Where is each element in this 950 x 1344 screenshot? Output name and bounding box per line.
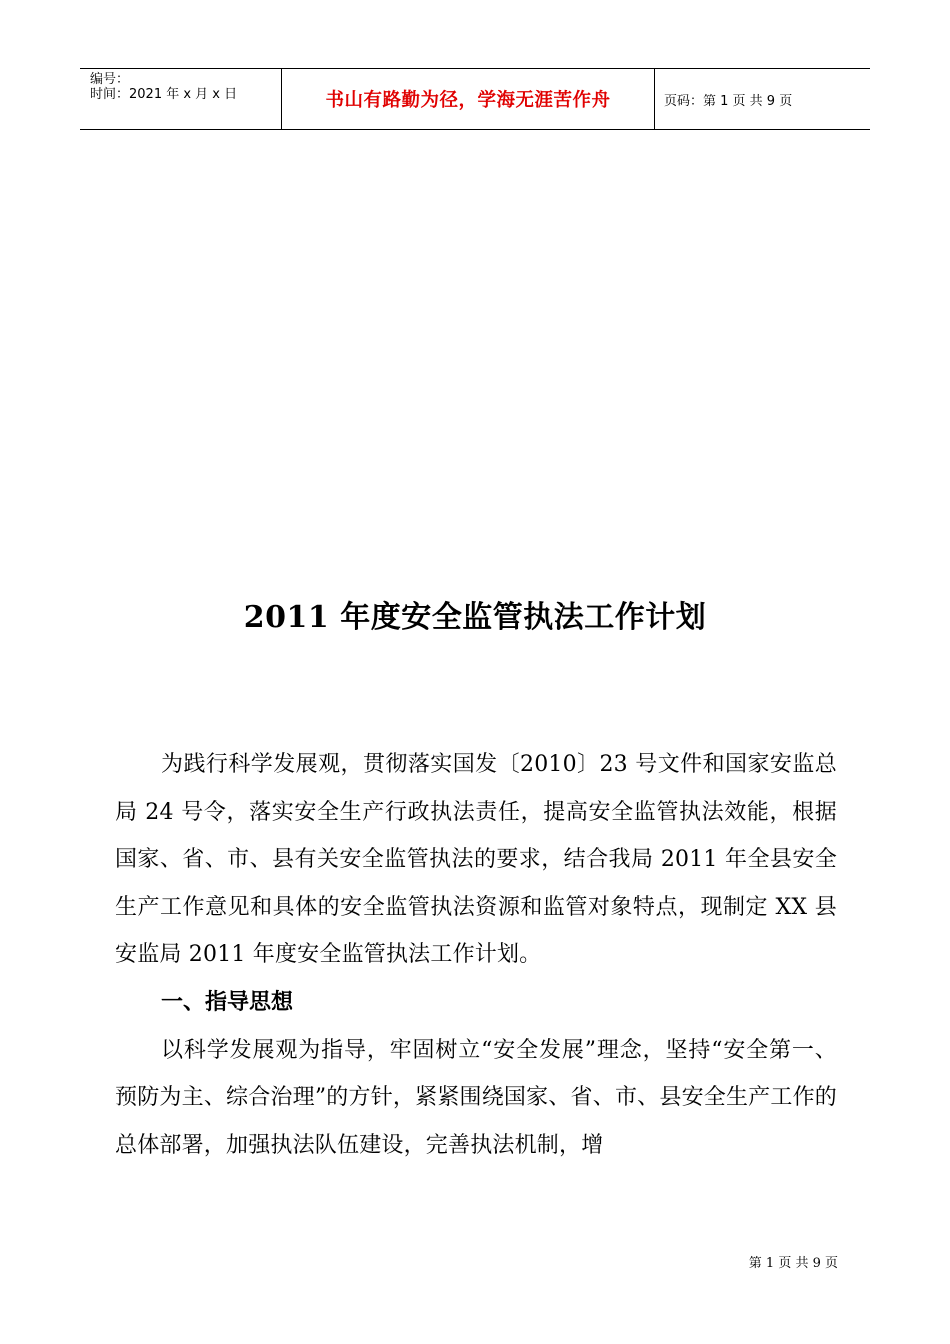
header-meta-cell — [80, 69, 282, 129]
section-heading-guiding-ideology: 一、指导思想 — [161, 989, 294, 1015]
document-title: 2011 年度安全监管执法工作计划 — [243, 600, 707, 635]
document-time-label: 时间：2021 年 x 月 x 日 — [90, 87, 238, 102]
document-body — [115, 741, 837, 1169]
header-motto-cell — [282, 69, 655, 129]
header-page-cell — [655, 69, 870, 129]
page-footer: 第 1 页 共 9 页 — [748, 1256, 838, 1271]
document-number-label: 编号： — [90, 72, 130, 87]
header-motto: 书山有路勤为径，学海无涯苦作舟 — [325, 90, 611, 111]
intro-paragraph: 为践行科学发展观，贯彻落实国发〔2010〕23 号文件和国家安监总局 24 号令，落实安全生产行政执法责任，提高安全监管执法效能，根据国家、省、市、县有关安全监管执法的要求，结合我局 2011 年全县安全生产工作意见和具体的安全监管执法资源和监管对象特点，现制定 XX 县安监局 2011 年度安全监管执法工作计划。 — [115, 752, 837, 968]
document-header — [80, 68, 870, 130]
header-page-number: 页码：第 1 页 共 9 页 — [664, 93, 793, 109]
section-1-paragraph: 以科学发展观为指导，牢固树立“安全发展”理念，坚持“安全第一、预防为主、综合治理”的方针，紧紧围绕国家、省、市、县安全生产工作的总体部署，加强执法队伍建设，完善执法机制，增 — [115, 1037, 837, 1158]
